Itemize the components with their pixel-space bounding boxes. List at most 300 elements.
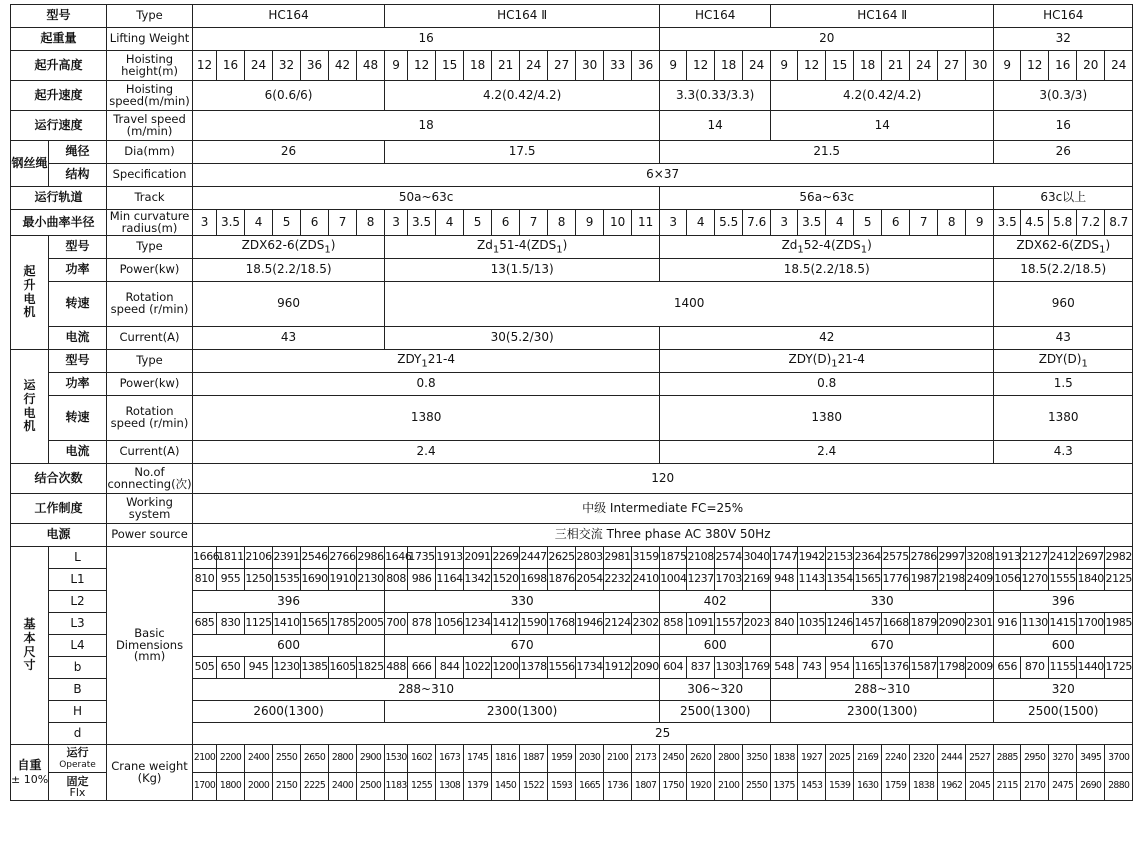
height-cell: 15 — [436, 51, 464, 81]
duty-value: 中级 Intermediate FC=25% — [193, 494, 1133, 524]
dim-L-cell: 2986 — [357, 547, 385, 569]
curv-cell: 5.8 — [1049, 210, 1077, 236]
dim-L3-cell: 1410 — [273, 613, 301, 635]
weight-operate-cell: 1816 — [492, 745, 520, 773]
hm-power-en: Power(kw) — [107, 259, 193, 282]
dim-L-cell: 2091 — [464, 547, 492, 569]
height-cell: 18 — [715, 51, 743, 81]
curv-cell: 4 — [245, 210, 273, 236]
weight-operate-cell: 3250 — [743, 745, 771, 773]
weight-operate-cell: 1927 — [798, 745, 826, 773]
dim-L-cell: 1666 — [193, 547, 217, 569]
dim-b-cell: 1769 — [743, 657, 771, 679]
dim-L3-cell: 1785 — [329, 613, 357, 635]
row-hm-current — [11, 327, 1133, 350]
hm-type-cn: 型号 — [49, 236, 107, 259]
weight-operate-cell: 2527 — [966, 745, 994, 773]
dim-L3-cell: 1125 — [245, 613, 273, 635]
curv-cell: 4 — [826, 210, 854, 236]
height-cell: 36 — [632, 51, 660, 81]
dim-b-cell: 1385 — [301, 657, 329, 679]
weight-operate-cell: 2800 — [715, 745, 743, 773]
row-hm-rotation — [11, 282, 1133, 327]
weight-operate-cell: 1745 — [464, 745, 492, 773]
hm-cur-en: Current(A) — [107, 327, 193, 350]
rope-dia-3: 21.5 — [660, 141, 994, 164]
curv-cell: 8.7 — [1105, 210, 1133, 236]
weight-operate-cell: 2100 — [193, 745, 217, 773]
dim-L1-cell: 1004 — [660, 569, 687, 591]
weight-operate-cell: 2400 — [245, 745, 273, 773]
dim-L3-cell: 1590 — [520, 613, 548, 635]
hoist-motor-label: 起升电机 — [23, 263, 36, 320]
dim-L1-cell: 1354 — [826, 569, 854, 591]
dim-b-cell: 1825 — [357, 657, 385, 679]
hm-rot-1: 960 — [193, 282, 385, 327]
tm-power-en: Power(kw) — [107, 373, 193, 396]
dim-L1-cell: 1555 — [1049, 569, 1077, 591]
connect-cn: 结合次数 — [11, 464, 107, 494]
dim-L-cell: 1735 — [408, 547, 436, 569]
height-cell: 24 — [520, 51, 548, 81]
dim-L2-cell: 330 — [771, 591, 994, 613]
dim-L1-cell: 955 — [217, 569, 245, 591]
dim-L1-label: L1 — [49, 569, 107, 591]
weight-fixed-label — [49, 773, 107, 801]
dim-L-cell: 2625 — [548, 547, 576, 569]
track-1: 50a~63c — [193, 187, 660, 210]
lspeed-1: 6(0.6/6) — [193, 81, 385, 111]
dim-b-cell: 1725 — [1105, 657, 1133, 679]
curv-cell: 3.5 — [408, 210, 436, 236]
dim-L1-cell: 1840 — [1077, 569, 1105, 591]
weight-operate-cell: 1530 — [385, 745, 408, 773]
height-cell: 18 — [464, 51, 492, 81]
weight-en: Crane weight (Kg) — [107, 745, 193, 801]
dims-group — [11, 547, 49, 745]
dims-en: Basic Dimensions (mm) — [107, 547, 193, 745]
weight-fixed-cell: 2690 — [1077, 773, 1105, 801]
height-cell: 24 — [743, 51, 771, 81]
row-model — [11, 5, 1133, 28]
height-cell: 9 — [660, 51, 687, 81]
rope-dia-4: 26 — [994, 141, 1133, 164]
weight-operate-cell: 3700 — [1105, 745, 1133, 773]
tm-cur-1: 2.4 — [193, 441, 660, 464]
dim-L3-cell: 700 — [385, 613, 408, 635]
dim-L1-cell: 1164 — [436, 569, 464, 591]
dim-L3-cell: 2302 — [632, 613, 660, 635]
weight-fixed-cell: 1450 — [492, 773, 520, 801]
dim-d-value: 25 — [193, 723, 1133, 745]
height-cell: 36 — [301, 51, 329, 81]
dim-b-cell: 1798 — [938, 657, 966, 679]
duty-en: Working system — [107, 494, 193, 524]
lspeed-3: 3.3(0.33/3.3) — [660, 81, 771, 111]
hm-rot-3: 960 — [994, 282, 1133, 327]
dim-b-cell: 1587 — [910, 657, 938, 679]
dim-L-cell: 2106 — [245, 547, 273, 569]
duty-cn: 工作制度 — [11, 494, 107, 524]
dim-L-cell: 1646 — [385, 547, 408, 569]
dim-L-cell: 2982 — [1105, 547, 1133, 569]
curv-cell: 6 — [882, 210, 910, 236]
weight-operate-cell: 2900 — [357, 745, 385, 773]
dim-L3-cell: 916 — [994, 613, 1021, 635]
hm-type-4: $ZDX62-6(ZDS_1)$ — [994, 236, 1133, 259]
curv-cell: 8 — [548, 210, 576, 236]
hm-type-1: $ZDX62-6(ZDS_1)$ — [193, 236, 385, 259]
height-cell: 12 — [408, 51, 436, 81]
height-cell: 27 — [938, 51, 966, 81]
lspeed-4: 4.2(0.42/4.2) — [771, 81, 994, 111]
height-cell: 12 — [798, 51, 826, 81]
dim-b-cell: 548 — [771, 657, 798, 679]
dim-L3-cell: 1056 — [436, 613, 464, 635]
hoist-motor-group — [11, 236, 49, 350]
hm-power-3: 18.5(2.2/18.5) — [660, 259, 994, 282]
dim-L-cell: 2786 — [910, 547, 938, 569]
height-cell: 15 — [826, 51, 854, 81]
dim-L-cell: 1913 — [994, 547, 1021, 569]
dim-L-cell: 2981 — [604, 547, 632, 569]
curv-cell: 3.5 — [217, 210, 245, 236]
dim-L1-cell: 1342 — [464, 569, 492, 591]
dim-L-cell: 1747 — [771, 547, 798, 569]
dim-B-cell: 320 — [994, 679, 1133, 701]
weight-fixed-cell: 1539 — [826, 773, 854, 801]
dim-L3-cell: 1565 — [301, 613, 329, 635]
dim-L-label: L — [49, 547, 107, 569]
dim-L-cell: 2697 — [1077, 547, 1105, 569]
tspeed-en: Travel speed (m/min) — [107, 111, 193, 141]
lspeed-en: Hoisting speed(m/min) — [107, 81, 193, 111]
hm-cur-cn: 电流 — [49, 327, 107, 350]
tm-power-2: 0.8 — [660, 373, 994, 396]
height-cell: 12 — [687, 51, 715, 81]
dim-b-cell: 656 — [994, 657, 1021, 679]
dim-L3-cell: 685 — [193, 613, 217, 635]
dim-L4-cell: 670 — [771, 635, 994, 657]
curv-cell: 5 — [464, 210, 492, 236]
dim-L-cell: 2269 — [492, 547, 520, 569]
dim-L1-cell: 1535 — [273, 569, 301, 591]
dim-L3-cell: 2005 — [357, 613, 385, 635]
curv-cell: 7 — [910, 210, 938, 236]
row-curvature — [11, 210, 1133, 236]
tm-rot-1: 1380 — [193, 396, 660, 441]
height-cell: 27 — [548, 51, 576, 81]
rope-dia-1: 26 — [193, 141, 385, 164]
hm-power-1: 18.5(2.2/18.5) — [193, 259, 385, 282]
dim-b-cell: 1303 — [715, 657, 743, 679]
dim-L1-cell: 1876 — [548, 569, 576, 591]
weight-fixed-cell: 2045 — [966, 773, 994, 801]
weight-operate-cell: 2800 — [329, 745, 357, 773]
dim-L3-cell: 1130 — [1021, 613, 1049, 635]
curv-cell: 7 — [329, 210, 357, 236]
dim-b-cell: 505 — [193, 657, 217, 679]
curv-cn: 最小曲率半径 — [11, 210, 107, 236]
weight-fixed-cell: 1379 — [464, 773, 492, 801]
dim-b-cell: 2009 — [966, 657, 994, 679]
dim-L3-cell: 830 — [217, 613, 245, 635]
dim-L-cell: 2108 — [687, 547, 715, 569]
weight-operate-cell: 2320 — [910, 745, 938, 773]
dim-H-cell: 2600(1300) — [193, 701, 385, 723]
dim-b-cell: 844 — [436, 657, 464, 679]
weight-fixed-cell: 1838 — [910, 773, 938, 801]
weight-fixed-cn: 固定 — [66, 774, 89, 788]
weight-fixed-cell: 1962 — [938, 773, 966, 801]
height-cell: 30 — [966, 51, 994, 81]
weight-fixed-cell: 2115 — [994, 773, 1021, 801]
curv-cell: 7.6 — [743, 210, 771, 236]
dim-L1-cell: 1910 — [329, 569, 357, 591]
weight-operate-cell: 2444 — [938, 745, 966, 773]
dims-label: 基本尺寸 — [23, 616, 36, 673]
weight-fixed-cell: 2000 — [245, 773, 273, 801]
hm-cur-2: 30(5.2/30) — [385, 327, 660, 350]
curv-cell: 3 — [385, 210, 408, 236]
height-cell: 24 — [1105, 51, 1133, 81]
weight-operate-label — [49, 745, 107, 773]
dim-L3-cell: 2090 — [938, 613, 966, 635]
dim-L1-cell: 2409 — [966, 569, 994, 591]
model-5: HC164 — [994, 5, 1133, 28]
curv-cell: 6 — [492, 210, 520, 236]
height-cell: 24 — [245, 51, 273, 81]
hm-type-en: Type — [107, 236, 193, 259]
dim-b-cell: 1230 — [273, 657, 301, 679]
row-hoisting-height — [11, 51, 1133, 81]
dim-H-cell: 2300(1300) — [771, 701, 994, 723]
dim-L3-cell: 840 — [771, 613, 798, 635]
weight-operate-cell: 2240 — [882, 745, 910, 773]
hm-power-2: 13(1.5/13) — [385, 259, 660, 282]
dim-L3-cell: 1768 — [548, 613, 576, 635]
row-tm-type — [11, 350, 1133, 373]
weight-operate-cell: 3495 — [1077, 745, 1105, 773]
hm-cur-4: 43 — [994, 327, 1133, 350]
height-cell: 32 — [273, 51, 301, 81]
curv-cell: 5 — [273, 210, 301, 236]
dim-L1-cell: 1143 — [798, 569, 826, 591]
dim-H-cell: 2300(1300) — [385, 701, 660, 723]
row-rope-spec — [11, 164, 1133, 187]
weight-fixed-cell: 2880 — [1105, 773, 1133, 801]
dim-L-cell: 2153 — [826, 547, 854, 569]
row-rope-dia — [11, 141, 1133, 164]
dim-b-label: b — [49, 657, 107, 679]
dim-L-cell: 2127 — [1021, 547, 1049, 569]
dim-L3-cell: 1879 — [910, 613, 938, 635]
dim-L3-cell: 1415 — [1049, 613, 1077, 635]
dim-L3-cell: 1091 — [687, 613, 715, 635]
weight-operate-cell: 2100 — [604, 745, 632, 773]
dim-L3-cell: 1557 — [715, 613, 743, 635]
height-cell: 9 — [385, 51, 408, 81]
height-cell: 24 — [910, 51, 938, 81]
row-hoisting-speed — [11, 81, 1133, 111]
dim-L3-cell: 1234 — [464, 613, 492, 635]
row-tm-rotation — [11, 396, 1133, 441]
row-tm-current — [11, 441, 1133, 464]
dim-b-cell: 488 — [385, 657, 408, 679]
dim-L1-cell: 1056 — [994, 569, 1021, 591]
model-cn: 型号 — [11, 5, 107, 28]
hm-rot-en: Rotation speed (r/min) — [107, 282, 193, 327]
weight-fixed-cell: 1800 — [217, 773, 245, 801]
dim-L-cell: 2803 — [576, 547, 604, 569]
spec-table — [10, 4, 1133, 801]
hm-rot-2: 1400 — [385, 282, 994, 327]
curv-cell: 4 — [687, 210, 715, 236]
dim-L4-cell: 600 — [994, 635, 1133, 657]
weight-fixed-cell: 1308 — [436, 773, 464, 801]
weight-fixed-cell: 2500 — [357, 773, 385, 801]
height-cell: 33 — [604, 51, 632, 81]
connect-en: No.of connecting(次) — [107, 464, 193, 494]
tm-power-1: 0.8 — [193, 373, 660, 396]
dim-B-cell: 288~310 — [771, 679, 994, 701]
tm-power-cn: 功率 — [49, 373, 107, 396]
dim-L1-cell: 2130 — [357, 569, 385, 591]
tm-power-3: 1.5 — [994, 373, 1133, 396]
dim-L-cell: 1811 — [217, 547, 245, 569]
dim-L3-cell: 858 — [660, 613, 687, 635]
dim-b-cell: 1378 — [520, 657, 548, 679]
curv-cell: 4.5 — [1021, 210, 1049, 236]
dim-L1-cell: 2198 — [938, 569, 966, 591]
weight-operate-en: Operate — [59, 760, 96, 770]
rope-dia-en: Dia(mm) — [107, 141, 193, 164]
dim-L1-cell: 2169 — [743, 569, 771, 591]
rope-cn: 钢丝绳 — [11, 141, 49, 187]
dim-L1-cell: 1237 — [687, 569, 715, 591]
dim-L1-cell: 2125 — [1105, 569, 1133, 591]
weight-fixed-cell: 1759 — [882, 773, 910, 801]
row-hm-type — [11, 236, 1133, 259]
power-value: 三相交流 Three phase AC 380V 50Hz — [193, 524, 1133, 547]
height-cell: 21 — [492, 51, 520, 81]
height-cell: 20 — [1077, 51, 1105, 81]
lw-3: 32 — [994, 28, 1133, 51]
dim-L4-label: L4 — [49, 635, 107, 657]
weight-fixed-cell: 2100 — [715, 773, 743, 801]
weight-operate-cell: 1959 — [548, 745, 576, 773]
dim-L-cell: 1913 — [436, 547, 464, 569]
height-cell: 16 — [1049, 51, 1077, 81]
dim-L2-cell: 402 — [660, 591, 771, 613]
lspeed-cn: 起升速度 — [11, 81, 107, 111]
rope-spec-en: Specification — [107, 164, 193, 187]
dim-L-cell: 3208 — [966, 547, 994, 569]
dim-L4-cell: 670 — [385, 635, 660, 657]
tm-type-en: Type — [107, 350, 193, 373]
curv-cell: 8 — [357, 210, 385, 236]
tspeed-1: 18 — [193, 111, 660, 141]
weight-fixed-cell: 1807 — [632, 773, 660, 801]
tm-cur-en: Current(A) — [107, 441, 193, 464]
weight-operate-cell: 2650 — [301, 745, 329, 773]
weight-fixed-cell: 1750 — [660, 773, 687, 801]
dim-L-cell: 2546 — [301, 547, 329, 569]
tspeed-2: 14 — [660, 111, 771, 141]
rope-dia-2: 17.5 — [385, 141, 660, 164]
dim-L-cell: 2391 — [273, 547, 301, 569]
tm-type-3: $ZDY(D)_1$ — [994, 350, 1133, 373]
curv-cell: 9 — [966, 210, 994, 236]
dim-L-cell: 3040 — [743, 547, 771, 569]
curv-cell: 3 — [660, 210, 687, 236]
dim-L3-cell: 1668 — [882, 613, 910, 635]
weight-operate-cell: 2030 — [576, 745, 604, 773]
dim-b-cell: 1155 — [1049, 657, 1077, 679]
weight-fixed-cell: 2170 — [1021, 773, 1049, 801]
dim-L3-cell: 1412 — [492, 613, 520, 635]
dim-L3-cell: 1985 — [1105, 613, 1133, 635]
tm-type-1: $ZDY_121-4$ — [193, 350, 660, 373]
dim-L-cell: 1875 — [660, 547, 687, 569]
hm-cur-1: 43 — [193, 327, 385, 350]
dim-L-cell: 2766 — [329, 547, 357, 569]
hm-type-2: $Zd_151-4(ZDS_1)$ — [385, 236, 660, 259]
dim-L1-cell: 1250 — [245, 569, 273, 591]
hm-power-cn: 功率 — [49, 259, 107, 282]
height-cell: 9 — [994, 51, 1021, 81]
dim-L3-label: L3 — [49, 613, 107, 635]
dim-b-cell: 604 — [660, 657, 687, 679]
curv-cell: 5 — [854, 210, 882, 236]
dim-L1-cell: 948 — [771, 569, 798, 591]
row-track — [11, 187, 1133, 210]
dim-L3-cell: 1946 — [576, 613, 604, 635]
dim-b-cell: 1556 — [548, 657, 576, 679]
model-2: HC164 Ⅱ — [385, 5, 660, 28]
tm-cur-3: 4.3 — [994, 441, 1133, 464]
tm-rot-3: 1380 — [994, 396, 1133, 441]
dim-H-label: H — [49, 701, 107, 723]
tm-cur-cn: 电流 — [49, 441, 107, 464]
dim-L1-cell: 1987 — [910, 569, 938, 591]
dim-L3-cell: 1035 — [798, 613, 826, 635]
weight-operate-cell: 2885 — [994, 745, 1021, 773]
curv-cell: 3 — [193, 210, 217, 236]
lw-en: Lifting Weight — [107, 28, 193, 51]
dim-L-cell: 2575 — [882, 547, 910, 569]
row-working-system — [11, 494, 1133, 524]
tm-type-cn: 型号 — [49, 350, 107, 373]
power-cn: 电源 — [11, 524, 107, 547]
weight-operate-cell: 2025 — [826, 745, 854, 773]
weight-fixed-cell: 1920 — [687, 773, 715, 801]
dim-L4-cell: 600 — [193, 635, 385, 657]
tspeed-3: 14 — [771, 111, 994, 141]
model-1: HC164 — [193, 5, 385, 28]
dim-L3-cell: 2301 — [966, 613, 994, 635]
weight-operate-cell: 1887 — [520, 745, 548, 773]
height-cell: 18 — [854, 51, 882, 81]
dim-L3-cell: 1457 — [854, 613, 882, 635]
tm-rot-en: Rotation speed (r/min) — [107, 396, 193, 441]
dim-L1-cell: 1690 — [301, 569, 329, 591]
dim-L1-cell: 1270 — [1021, 569, 1049, 591]
weight-operate-cell: 2200 — [217, 745, 245, 773]
height-cn: 起升高度 — [11, 51, 107, 81]
dim-b-cell: 1912 — [604, 657, 632, 679]
curv-cell: 8 — [938, 210, 966, 236]
